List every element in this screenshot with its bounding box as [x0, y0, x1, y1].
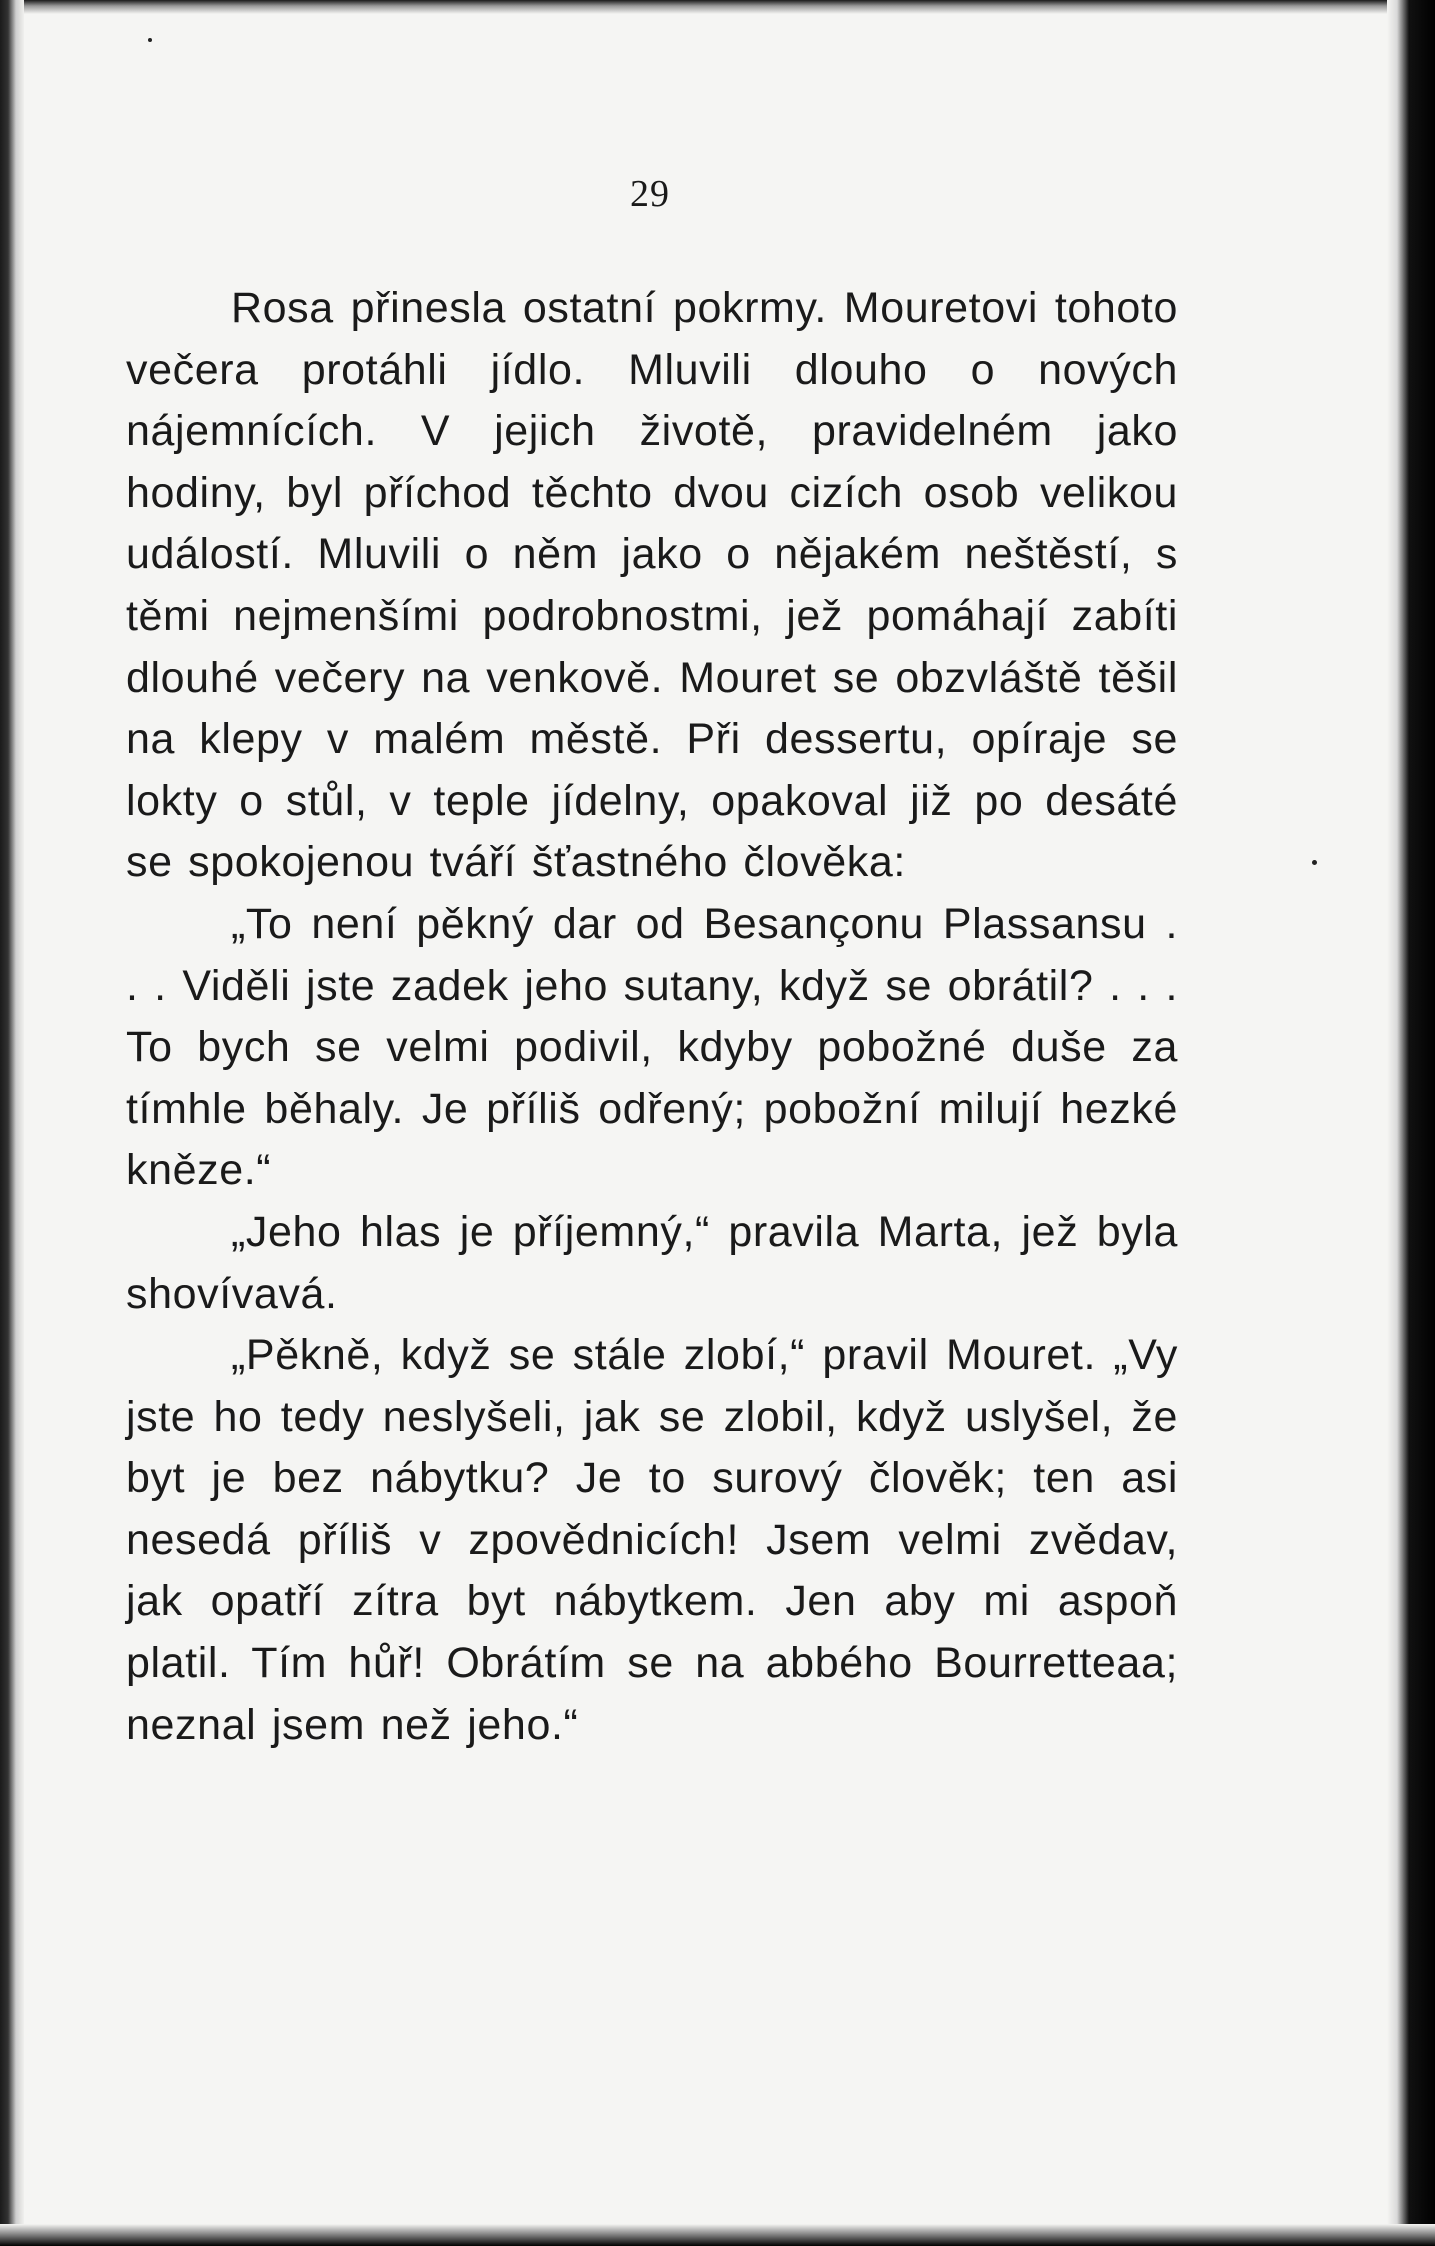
paragraph: „Jeho hlas je příjemný,“ pravila Marta, jež byla shovívavá. [126, 1207, 1178, 1318]
body-text [126, 278, 1178, 1756]
scan-speck [1312, 860, 1317, 865]
page-right-edge [1387, 0, 1435, 2246]
page-bottom-edge [0, 2224, 1435, 2246]
page-number: 29 [630, 173, 670, 215]
paragraph: „Pěkně, když se stále zlobí,“ pravil Mouret. „Vy jste ho tedy neslyšeli, jak se zlobil, když uslyšel, že byt je bez nábytku? Je to surový člověk; ten asi nesedá příliš v zpovědnicích! Jsem velmi zvědav, jak opatří zítra byt nábytkem. Jen aby mi aspoň platil. Tím hůř! Obrátím se na abbého Bourretteaa; neznal jsem než jeho.“ [126, 1331, 1178, 1749]
page-top-edge [0, 0, 1435, 14]
scan-speck [148, 38, 152, 42]
paragraph: Rosa přinesla ostatní pokrmy. Mouretovi tohoto večera protáhli jídlo. Mluvili dlouho o nových nájemnících. V jejich životě, pravidelném jako hodiny, byl příchod těchto dvou cizích osob velikou událostí. Mluvili o něm jako o nějakém neštěstí, s těmi nejmenšími podrobnostmi, jež pomáhají zabíti dlouhé večery na venkově. Mouret se obzvláště těšil na klepy v malém městě. Při dessertu, opíraje se lokty o stůl, v teple jídelny, opakoval již po desáté se spokojenou tváří šťastného člověka: [126, 284, 1178, 887]
paragraph: „To není pěkný dar od Besançonu Plassansu . . . Viděli jste zadek jeho sutany, když se obrátil? . . . To bych se velmi podivil, kdyby pobožné duše za tímhle běhaly. Je příliš odřený; pobožní milují hezké kněze.“ [126, 899, 1178, 1195]
page-spine-shadow [0, 0, 24, 2246]
